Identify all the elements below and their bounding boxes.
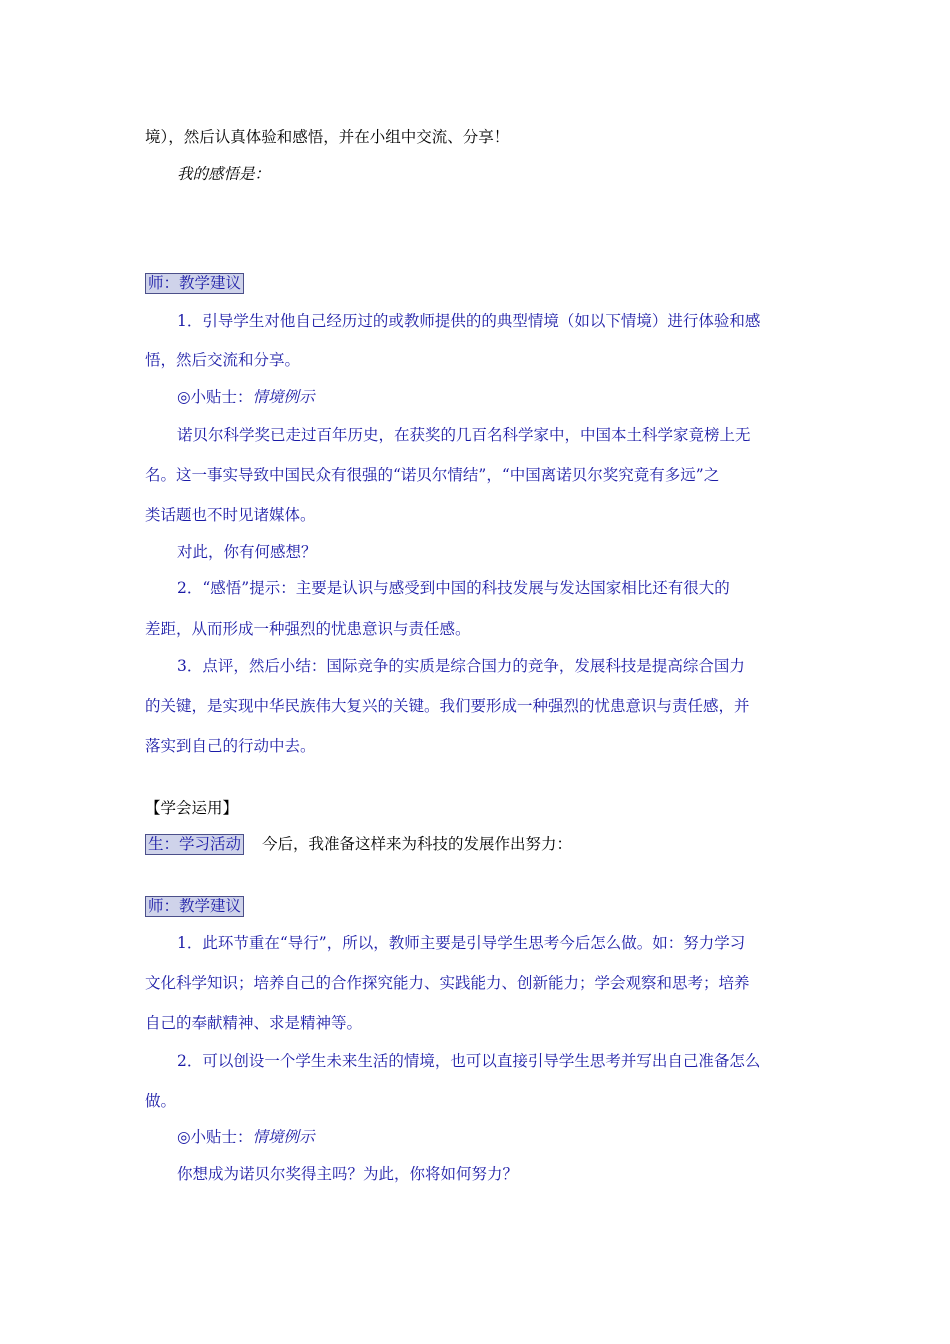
reflection-prompt: 我的感悟是： — [177, 165, 271, 183]
tip-title: 情境例示 — [252, 388, 315, 406]
section-heading: 【学会运用】 — [145, 799, 239, 817]
paragraph-line: 的关键，是实现中华民族伟大复兴的关键。我们要形成一种强烈的忧患意识与责任感，并 — [145, 697, 750, 715]
paragraph-line: 2．“感悟”提示：主要是认识与感受到中国的科技发展与发达国家相比还有很大的 — [177, 579, 730, 597]
paragraph-line: 3．点评，然后小结：国际竞争的实质是综合国力的竞争，发展科技是提高综合国力 — [177, 657, 745, 675]
paragraph-line: 落实到自己的行动中去。 — [145, 737, 316, 755]
question-line: 对此，你有何感想？ — [177, 543, 317, 561]
paragraph-line: 境），然后认真体验和感悟，并在小组中交流、分享！ — [145, 128, 510, 146]
tip-prefix: ◎小贴士： — [177, 1128, 253, 1146]
paragraph-line: 悟，然后交流和分享。 — [145, 351, 301, 369]
paragraph-line: 2．可以创设一个学生未来生活的情境，也可以直接引导学生思考并写出自己准备怎么 — [177, 1052, 761, 1070]
question-line: 你想成为诺贝尔奖得主吗？为此，你将如何努力？ — [177, 1165, 519, 1183]
paragraph-line: 差距，从而形成一种强烈的忧患意识与责任感。 — [145, 620, 471, 638]
tip-line — [177, 387, 315, 407]
paragraph-line: 名。这一事实导致中国民众有很强的“诺贝尔情结”，“中国离诺贝尔奖究竟有多远”之 — [145, 466, 720, 484]
paragraph-line: 类话题也不时见诸媒体。 — [145, 506, 316, 524]
teacher-suggestion-tag: 师：教学建议 — [145, 896, 244, 917]
paragraph-line: 1．此环节重在“导行”，所以，教师主要是引导学生思考今后怎么做。如：努力学习 — [177, 934, 746, 952]
teacher-suggestion-label — [145, 273, 244, 294]
student-activity-line — [145, 834, 572, 855]
paragraph-line: 自己的奉献精神、求是精神等。 — [145, 1014, 363, 1032]
tip-prefix: ◎小贴士： — [177, 388, 253, 406]
student-activity-text: 今后，我准备这样来为科技的发展作出努力： — [262, 835, 573, 853]
student-activity-tag: 生：学习活动 — [145, 834, 244, 855]
teacher-suggestion-label — [145, 896, 244, 917]
teacher-suggestion-tag: 师：教学建议 — [145, 273, 244, 294]
paragraph-line: 诺贝尔科学奖已走过百年历史，在获奖的几百名科学家中，中国本土科学家竟榜上无 — [177, 426, 751, 444]
paragraph-line: 文化科学知识；培养自己的合作探究能力、实践能力、创新能力；学会观察和思考；培养 — [145, 974, 750, 992]
tip-title: 情境例示 — [252, 1128, 315, 1146]
tip-line — [177, 1127, 315, 1147]
paragraph-line: 1．引导学生对他自己经历过的或教师提供的的典型情境（如以下情境）进行体验和感 — [177, 312, 761, 330]
paragraph-line: 做。 — [145, 1092, 177, 1110]
